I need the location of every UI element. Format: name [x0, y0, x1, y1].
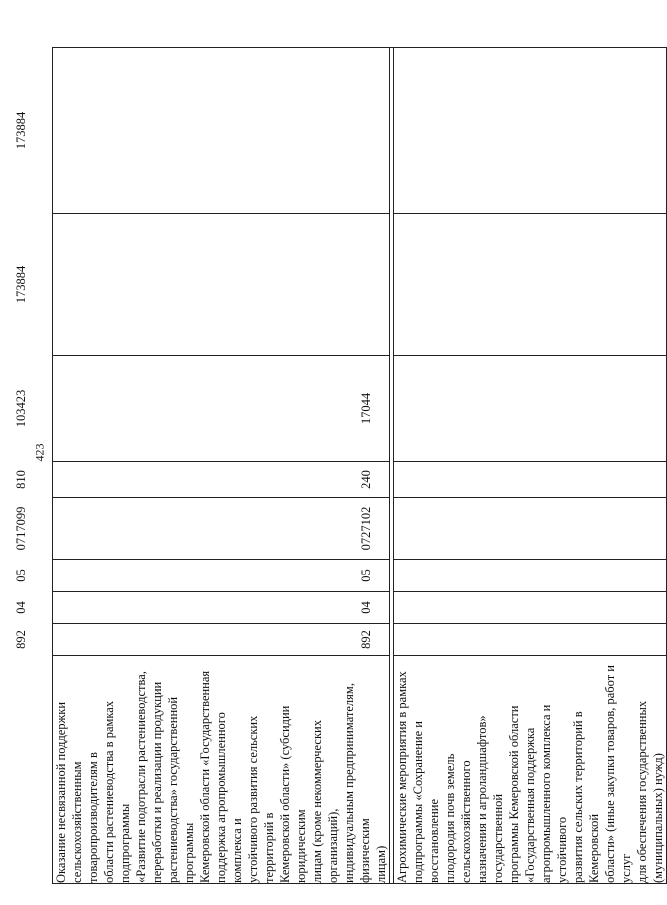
subsection-code: 05	[53, 560, 390, 592]
amount-3: 173884	[53, 48, 390, 214]
amount-1: 17044	[394, 356, 667, 462]
amount-2	[394, 214, 667, 356]
ministry-code: 892	[394, 624, 667, 656]
rotated-table-wrapper	[14, 48, 665, 884]
row-name: Оказание несвязанной поддержки сельскохозяйственным товаропроизводителям в области растениеводства в рамках подпрограммы «Развитие подотрасли растениеводства, переработки и реализации продукции растениеводства» государственной программы Кемеровской области «Государственная поддержка агропромышленного комплекса и устойчивого развития сельских территорий в Кемеровской области» (субсидии юридическим лицам (кроме некоммерческих организаций), индивидуальным предпринимателям, физическим лицам)	[54, 670, 388, 883]
section-code: 04	[53, 592, 390, 624]
budget-table	[14, 47, 667, 884]
target-article-code: 0727102	[394, 498, 667, 560]
amount-2: 173884	[53, 214, 390, 356]
row-name-cell	[53, 656, 390, 884]
expense-type-code: 240	[394, 462, 667, 498]
page-number: 423	[32, 443, 47, 462]
row-name: Агрохимические мероприятия в рамках подпрограммы «Сохранение и восстановление плодородия почв земель сельскохозяйственного назначения и агроландшафтов» государственной программы Кемеровской области «Государственная поддержка агропромышленного комплекса и устойчивого развития сельских территорий в Кемеровской области» (иные закупки товаров, работ и услуг для обеспечения государственных (муниципальных) нужд)	[395, 665, 665, 883]
amount-1: 103423	[53, 356, 390, 462]
section-code: 04	[394, 592, 667, 624]
ministry-code: 892	[53, 624, 390, 656]
amount-3	[394, 48, 667, 214]
target-article-code: 0717099	[53, 498, 390, 560]
subsection-code: 05	[394, 560, 667, 592]
table-row	[394, 48, 667, 884]
table-row	[53, 48, 390, 884]
row-name-cell	[394, 656, 667, 884]
expense-type-code: 810	[53, 462, 390, 498]
